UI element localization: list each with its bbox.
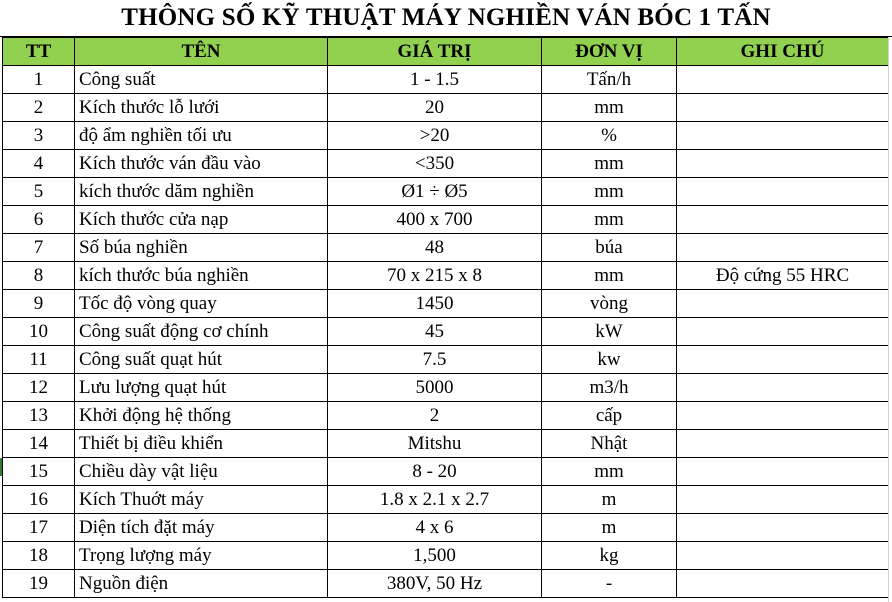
- table-row: [3, 430, 889, 458]
- table-row: [3, 262, 889, 290]
- cell-tt[interactable]: 3: [3, 122, 75, 150]
- table-row: [3, 514, 889, 542]
- cell-tt[interactable]: 18: [3, 542, 75, 570]
- cell-ghi-chu[interactable]: [677, 346, 889, 374]
- cell-ghi-chu[interactable]: [677, 122, 889, 150]
- cell-tt[interactable]: 12: [3, 374, 75, 402]
- cell-don-vi[interactable]: m3/h: [542, 374, 677, 402]
- cell-tt[interactable]: 9: [3, 290, 75, 318]
- cell-ghi-chu[interactable]: [677, 486, 889, 514]
- cell-ghi-chu[interactable]: [677, 514, 889, 542]
- cell-tt[interactable]: 5: [3, 178, 75, 206]
- cell-don-vi[interactable]: mm: [542, 206, 677, 234]
- cell-don-vi[interactable]: -: [542, 570, 677, 598]
- table-row: [3, 66, 889, 94]
- cell-ten[interactable]: Kích thước ván đầu vào: [75, 150, 328, 178]
- cell-tt[interactable]: 1: [3, 66, 75, 94]
- cell-tt[interactable]: 4: [3, 150, 75, 178]
- cell-tt[interactable]: 2: [3, 94, 75, 122]
- cell-don-vi[interactable]: kw: [542, 346, 677, 374]
- cell-gia-tri[interactable]: 1450: [328, 290, 542, 318]
- cell-don-vi[interactable]: mm: [542, 94, 677, 122]
- next-column-edge: [888, 37, 892, 602]
- cell-gia-tri[interactable]: 70 x 215 x 8: [328, 262, 542, 290]
- cell-ghi-chu[interactable]: [677, 150, 889, 178]
- cell-tt[interactable]: 14: [3, 430, 75, 458]
- cell-don-vi[interactable]: m: [542, 514, 677, 542]
- table-row: [3, 346, 889, 374]
- cell-don-vi[interactable]: kg: [542, 542, 677, 570]
- cell-don-vi[interactable]: %: [542, 122, 677, 150]
- cell-ghi-chu[interactable]: [677, 430, 889, 458]
- cell-ghi-chu[interactable]: Độ cứng 55 HRC: [677, 262, 889, 290]
- table-row: [3, 542, 889, 570]
- cell-ghi-chu[interactable]: [677, 402, 889, 430]
- table-row: [3, 122, 889, 150]
- table-row: [3, 94, 889, 122]
- cell-ten[interactable]: Số búa nghiền: [75, 234, 328, 262]
- header-gia-tri[interactable]: GIÁ TRỊ: [328, 38, 542, 66]
- cell-don-vi[interactable]: mm: [542, 150, 677, 178]
- header-row: [3, 38, 889, 66]
- cell-ten[interactable]: kích thước dăm nghiền: [75, 178, 328, 206]
- cell-tt[interactable]: 7: [3, 234, 75, 262]
- cell-ten[interactable]: Diện tích đặt máy: [75, 514, 328, 542]
- cell-ten[interactable]: Khởi động hệ thống: [75, 402, 328, 430]
- cell-don-vi[interactable]: Tấn/h: [542, 66, 677, 94]
- cell-gia-tri[interactable]: 48: [328, 234, 542, 262]
- cell-gia-tri[interactable]: >20: [328, 122, 542, 150]
- table-row: [3, 458, 889, 486]
- cell-gia-tri[interactable]: 1 - 1.5: [328, 66, 542, 94]
- cell-ghi-chu[interactable]: [677, 178, 889, 206]
- cell-gia-tri[interactable]: <350: [328, 150, 542, 178]
- table-row: [3, 374, 889, 402]
- cell-gia-tri[interactable]: 8 - 20: [328, 458, 542, 486]
- table-row: [3, 206, 889, 234]
- cell-tt[interactable]: 19: [3, 570, 75, 598]
- cell-gia-tri[interactable]: 5000: [328, 374, 542, 402]
- cell-tt[interactable]: 17: [3, 514, 75, 542]
- cell-ten[interactable]: Thiết bị điều khiển: [75, 430, 328, 458]
- table-row: [3, 402, 889, 430]
- cell-gia-tri[interactable]: 1,500: [328, 542, 542, 570]
- spec-table: [2, 37, 889, 598]
- cell-ten[interactable]: kích thước búa nghiền: [75, 262, 328, 290]
- cell-ghi-chu[interactable]: [677, 318, 889, 346]
- cell-tt[interactable]: 15: [3, 458, 75, 486]
- cell-don-vi[interactable]: mm: [542, 262, 677, 290]
- cell-ten[interactable]: Trọng lượng máy: [75, 542, 328, 570]
- cell-ten[interactable]: Công suất quạt hút: [75, 346, 328, 374]
- cell-gia-tri[interactable]: 4 x 6: [328, 514, 542, 542]
- cell-don-vi[interactable]: vòng: [542, 290, 677, 318]
- table-row: [3, 570, 889, 598]
- cell-tt[interactable]: 13: [3, 402, 75, 430]
- cell-gia-tri[interactable]: 20: [328, 94, 542, 122]
- cell-ghi-chu[interactable]: [677, 206, 889, 234]
- cell-don-vi[interactable]: mm: [542, 178, 677, 206]
- header-tt[interactable]: TT: [3, 38, 75, 66]
- table-row: [3, 486, 889, 514]
- cell-ten[interactable]: Tốc độ vòng quay: [75, 290, 328, 318]
- cell-gia-tri[interactable]: 400 x 700: [328, 206, 542, 234]
- cell-ten[interactable]: Lưu lượng quạt hút: [75, 374, 328, 402]
- cell-gia-tri[interactable]: 380V, 50 Hz: [328, 570, 542, 598]
- cell-ghi-chu[interactable]: [677, 542, 889, 570]
- table-row: [3, 150, 889, 178]
- cell-ten[interactable]: Nguồn điện: [75, 570, 328, 598]
- cell-gia-tri[interactable]: 1.8 x 2.1 x 2.7: [328, 486, 542, 514]
- header-ghi-chu[interactable]: GHI CHÚ: [677, 38, 889, 66]
- cell-tt[interactable]: 10: [3, 318, 75, 346]
- cell-don-vi[interactable]: búa: [542, 234, 677, 262]
- cell-gia-tri[interactable]: 7.5: [328, 346, 542, 374]
- cell-ten[interactable]: Công suất: [75, 66, 328, 94]
- cell-don-vi[interactable]: m: [542, 486, 677, 514]
- cell-don-vi[interactable]: mm: [542, 458, 677, 486]
- cell-don-vi[interactable]: cấp: [542, 402, 677, 430]
- sheet-title[interactable]: THÔNG SỐ KỸ THUẬT MÁY NGHIỀN VÁN BÓC 1 TẤN: [0, 0, 892, 37]
- table-row: [3, 318, 889, 346]
- header-don-vi[interactable]: ĐƠN VỊ: [542, 38, 677, 66]
- cell-ghi-chu[interactable]: [677, 234, 889, 262]
- cell-tt[interactable]: 11: [3, 346, 75, 374]
- cell-ghi-chu[interactable]: [677, 94, 889, 122]
- cell-gia-tri[interactable]: 2: [328, 402, 542, 430]
- cell-ghi-chu[interactable]: [677, 290, 889, 318]
- cell-ten[interactable]: Công suất động cơ chính: [75, 318, 328, 346]
- cell-gia-tri[interactable]: 45: [328, 318, 542, 346]
- cell-don-vi[interactable]: Nhật: [542, 430, 677, 458]
- cell-tt[interactable]: 6: [3, 206, 75, 234]
- cell-ten[interactable]: Kích Thuớt máy: [75, 486, 328, 514]
- cell-tt[interactable]: 16: [3, 486, 75, 514]
- cell-ten[interactable]: Kích thước lỗ lưới: [75, 94, 328, 122]
- row-selection-marker: [0, 458, 2, 476]
- cell-ten[interactable]: độ ẩm nghiền tối ưu: [75, 122, 328, 150]
- cell-ten[interactable]: Chiều dày vật liệu: [75, 458, 328, 486]
- cell-gia-tri[interactable]: Ø1 ÷ Ø5: [328, 178, 542, 206]
- cell-gia-tri[interactable]: Mitshu: [328, 430, 542, 458]
- cell-ghi-chu[interactable]: [677, 374, 889, 402]
- cell-don-vi[interactable]: kW: [542, 318, 677, 346]
- cell-ghi-chu[interactable]: [677, 570, 889, 598]
- table-row: [3, 178, 889, 206]
- table-body: [3, 66, 889, 598]
- header-ten[interactable]: TÊN: [75, 38, 328, 66]
- cell-ghi-chu[interactable]: [677, 458, 889, 486]
- table-row: [3, 290, 889, 318]
- cell-tt[interactable]: 8: [3, 262, 75, 290]
- table-row: [3, 234, 889, 262]
- cell-ghi-chu[interactable]: [677, 66, 889, 94]
- cell-ten[interactable]: Kích thước cửa nạp: [75, 206, 328, 234]
